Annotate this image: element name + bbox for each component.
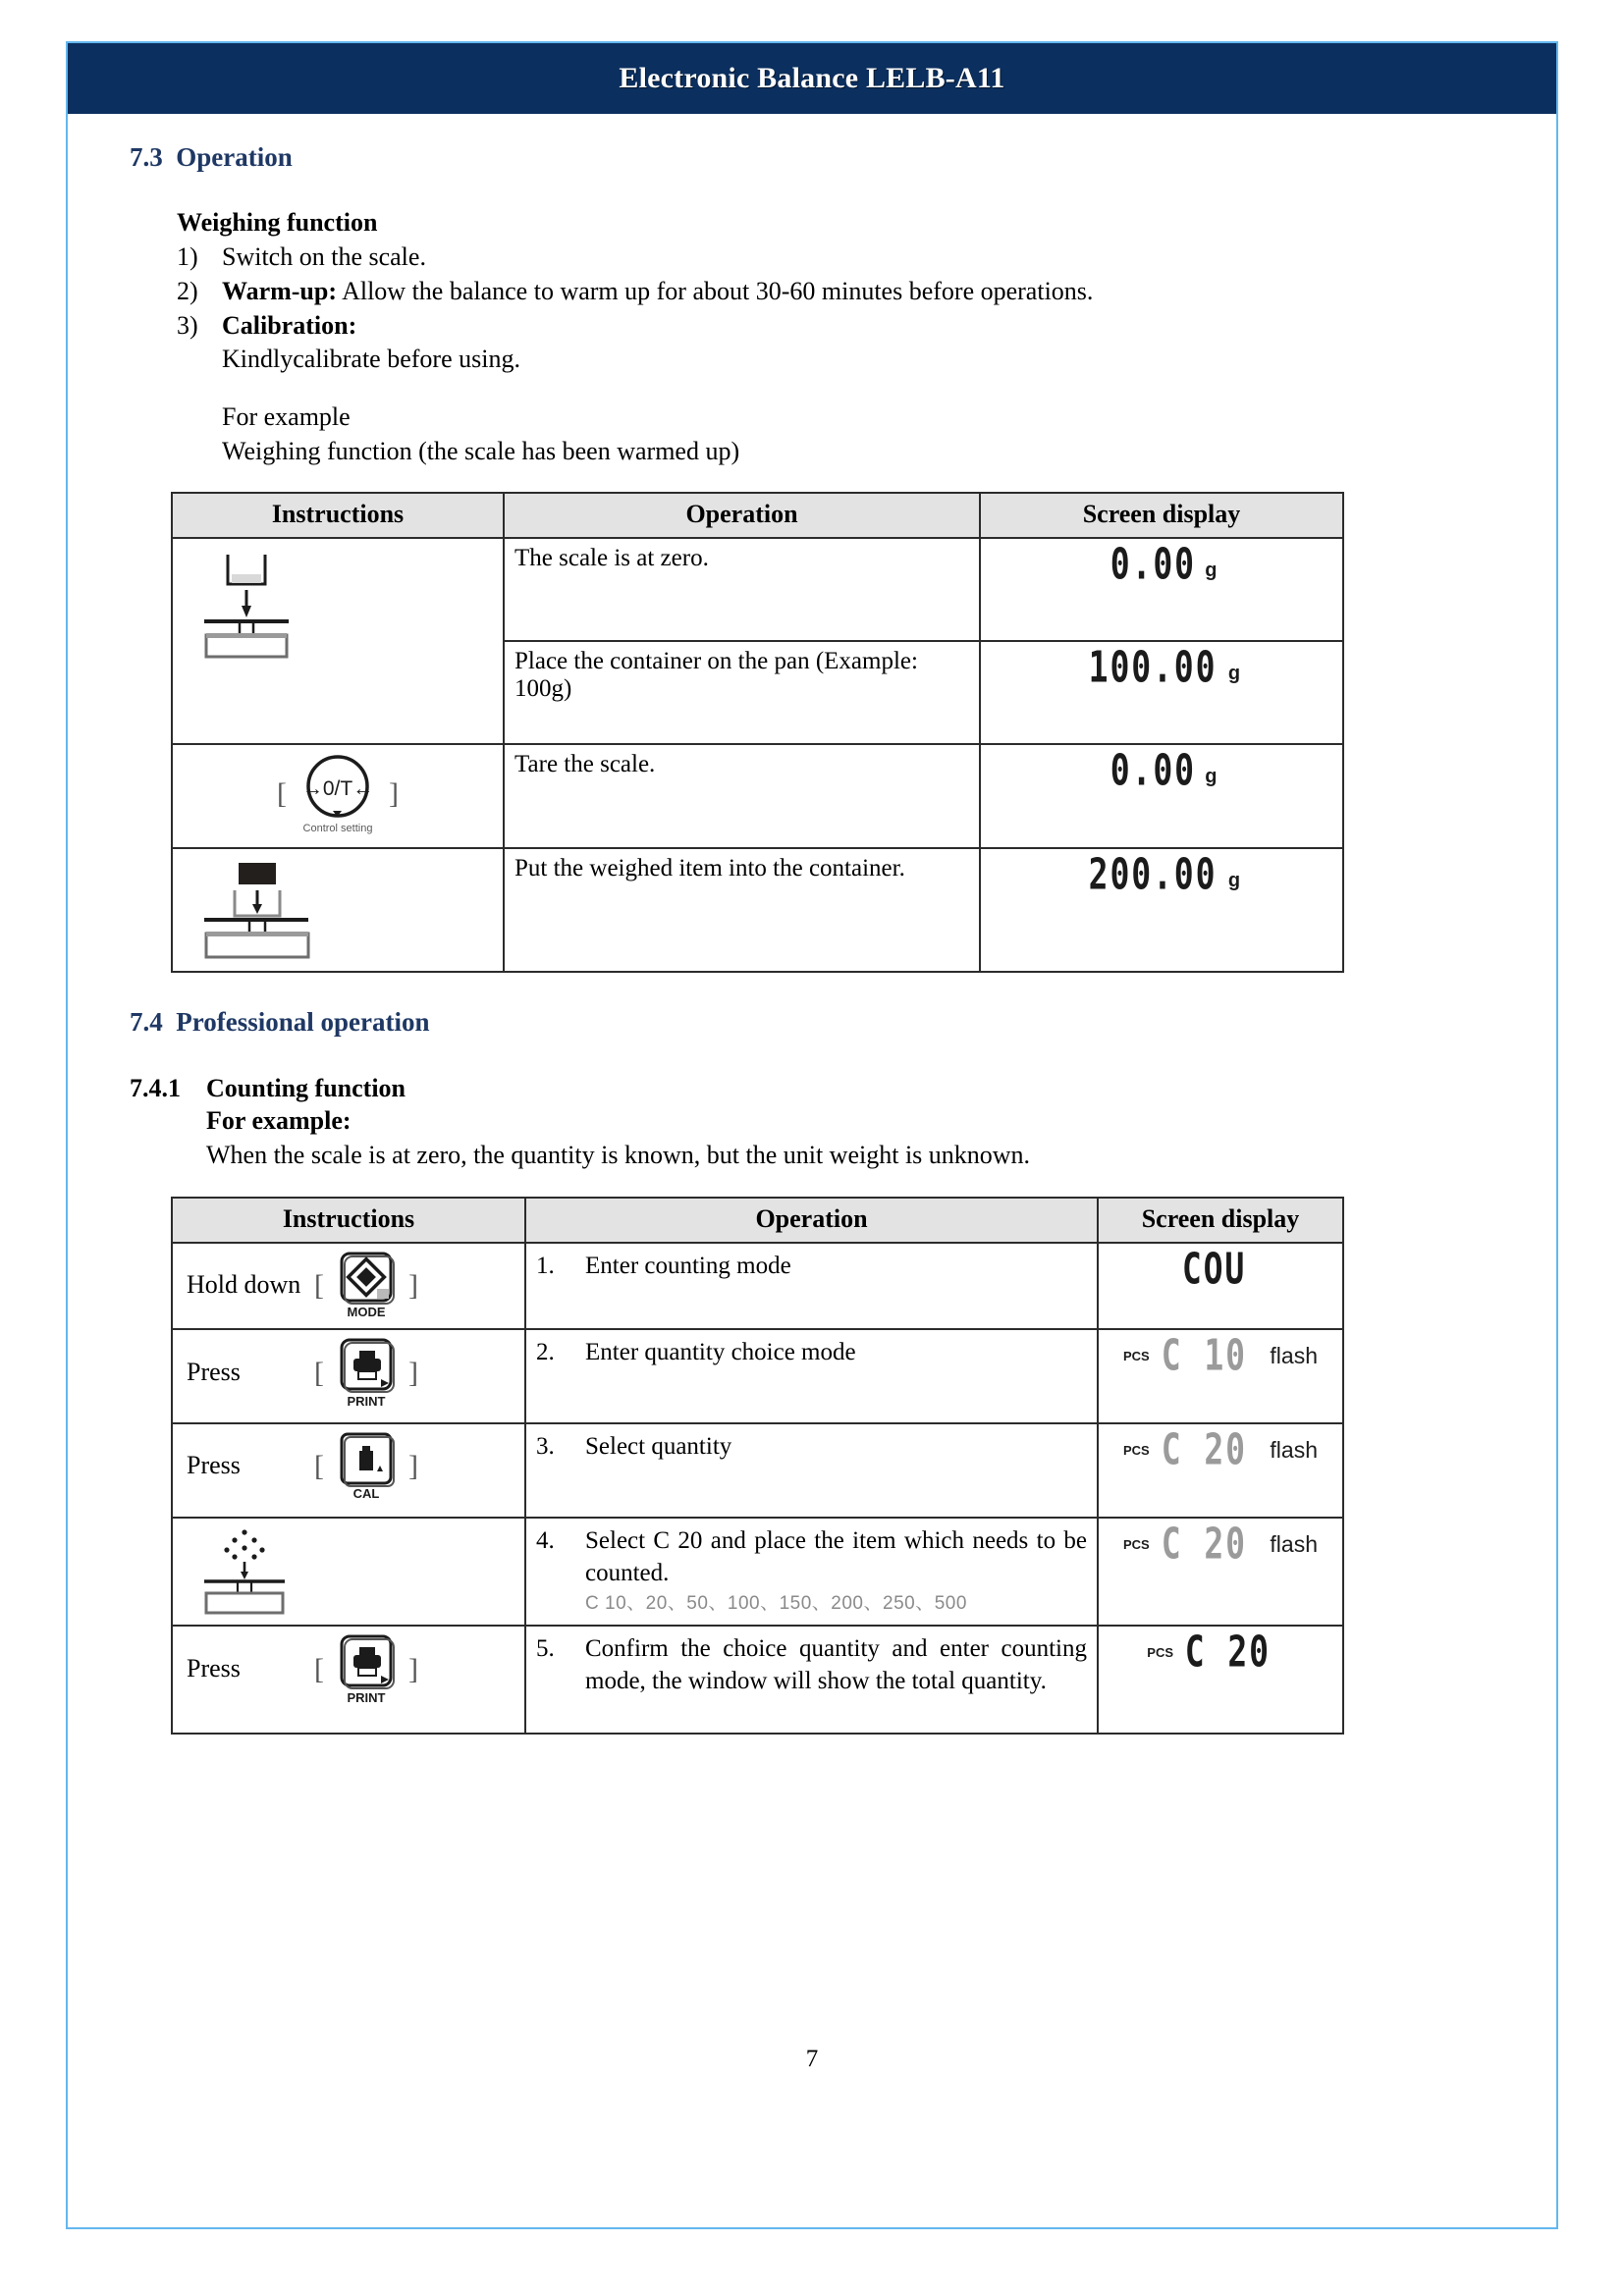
screen-display-cell	[1098, 1243, 1343, 1329]
counting-procedure-table	[171, 1197, 1344, 1735]
step-number: 5.	[536, 1634, 555, 1662]
heading-7-4-number: 7.4	[130, 1007, 163, 1038]
lcd-unit: g	[1227, 663, 1241, 685]
screen-display-cell	[980, 641, 1343, 744]
operation-cell	[525, 1518, 1098, 1626]
column-header-instructions: Instructions	[172, 1198, 525, 1243]
lcd-digits: C 20	[1161, 1425, 1247, 1475]
column-header-screen-display: Screen display	[1098, 1198, 1343, 1243]
lcd-digits: C 20	[1161, 1520, 1247, 1570]
screen-display-cell	[1098, 1329, 1343, 1423]
lcd-digits: 100.00	[1088, 643, 1218, 693]
column-header-operation: Operation	[504, 493, 980, 538]
step-text: Select quantity	[585, 1432, 732, 1460]
weighing-step-3	[177, 309, 1494, 344]
lcd-display	[1122, 1331, 1319, 1381]
instruction-cell-tare-button	[172, 744, 504, 848]
lcd-unit: g	[1205, 766, 1218, 788]
bracket-open: [	[314, 1356, 324, 1389]
screen-display-cell	[980, 744, 1343, 848]
table-row	[172, 1329, 1343, 1423]
operation-cell: Put the weighed item into the container.	[504, 848, 980, 972]
table-header-row	[172, 1198, 1343, 1243]
heading-7-3-number: 7.3	[130, 142, 163, 172]
instruction-cell-print-2	[172, 1626, 525, 1734]
lcd-pcs-indicator: PCS	[1122, 1442, 1150, 1458]
lcd-display	[1083, 643, 1241, 693]
lcd-display	[1107, 540, 1218, 590]
step-number: 3.	[536, 1432, 555, 1460]
step-text: Confirm the choice quantity and enter counting mode, the window will show the total quantity.	[585, 1634, 1087, 1694]
svg-text:PRINT: PRINT	[347, 1393, 386, 1409]
instruction-cell-cal	[172, 1423, 525, 1518]
example-description: Weighing function (the scale has been warmed up)	[222, 436, 740, 465]
lcd-flash-label: flash	[1270, 1436, 1319, 1463]
zero-tare-button-icon[interactable]	[293, 751, 383, 837]
page-number: 7	[805, 2046, 819, 2072]
svg-text:→0/T←: →0/T←	[301, 777, 374, 801]
column-header-instructions: Instructions	[172, 493, 504, 538]
screen-display-cell	[1098, 1518, 1343, 1626]
document-title: Electronic Balance LELB-A11	[619, 62, 1005, 94]
instruction-cell-pieces-on-pan	[172, 1518, 525, 1626]
lcd-display	[1122, 1425, 1319, 1475]
table-row	[172, 848, 1343, 972]
screen-display-cell	[980, 538, 1343, 641]
counting-for-example-label: For example:	[206, 1106, 352, 1136]
instruction-label: Press	[187, 1358, 241, 1387]
bracket-close: ]	[408, 1449, 418, 1482]
lcd-display	[1147, 1628, 1293, 1678]
mode-button-icon[interactable]	[334, 1250, 399, 1322]
screen-display-cell	[1098, 1423, 1343, 1518]
step-bold-lead: Calibration:	[222, 310, 357, 340]
cal-button-icon[interactable]	[334, 1430, 399, 1503]
instruction-cell-mode	[172, 1243, 525, 1329]
svg-text:Control setting: Control setting	[302, 823, 373, 835]
lcd-digits: 200.00	[1088, 850, 1218, 900]
lcd-flash-label: flash	[1270, 1530, 1319, 1557]
weighing-step-2	[177, 275, 1494, 309]
bracket-close: ]	[408, 1268, 418, 1302]
lcd-display	[1171, 1245, 1269, 1295]
bracket-open: [	[314, 1268, 324, 1302]
table-row	[172, 1423, 1343, 1518]
quantity-options-note: C 10、20、50、100、150、200、250、500	[585, 1593, 967, 1615]
table-header-row	[172, 493, 1343, 538]
heading-7-3	[130, 141, 1494, 173]
lcd-pcs-indicator: PCS	[1122, 1348, 1150, 1363]
step-number: 1)	[177, 241, 198, 271]
heading-7-4-1	[130, 1072, 1494, 1105]
step-number: 2.	[536, 1338, 555, 1365]
svg-text:CAL: CAL	[352, 1485, 380, 1501]
svg-text:PRINT: PRINT	[347, 1689, 386, 1705]
bracket-close: ]	[408, 1356, 418, 1389]
weighing-step-1	[177, 240, 1494, 275]
print-button-icon[interactable]	[334, 1336, 399, 1411]
lcd-display	[1083, 850, 1241, 900]
table-row	[172, 538, 1343, 641]
step-text: Allow the balance to warm up for about 30-60 minutes before operations.	[342, 276, 1094, 305]
lcd-digits: C 10	[1161, 1331, 1247, 1381]
bracket-open: [	[314, 1449, 324, 1482]
lcd-pcs-indicator: PCS	[1122, 1536, 1150, 1552]
page-frame	[66, 41, 1558, 2229]
heading-7-4-1-title: Counting function	[206, 1073, 406, 1102]
operation-cell	[525, 1329, 1098, 1423]
document-header	[68, 43, 1556, 114]
lcd-digits: C 20	[1184, 1628, 1271, 1678]
heading-7-4-1-number: 7.4.1	[130, 1073, 181, 1102]
operation-cell: Place the container on the pan (Example: 100g)	[504, 641, 980, 744]
screen-display-cell	[980, 848, 1343, 972]
step-text: Switch on the scale.	[222, 241, 426, 271]
bracket-close: ]	[408, 1652, 418, 1685]
instruction-cell-print-1	[172, 1329, 525, 1423]
heading-7-4-title: Professional operation	[176, 1007, 430, 1038]
table-row	[172, 1243, 1343, 1329]
counting-intro-text: When the scale is at zero, the quantity is known, but the unit weight is unknown.	[206, 1140, 1031, 1169]
instruction-label: Press	[187, 1451, 241, 1480]
step-text: Select C 20 and place the item which needs to be counted.	[585, 1526, 1087, 1586]
lcd-display	[1107, 746, 1218, 796]
lcd-display	[1122, 1520, 1319, 1570]
operation-cell	[525, 1423, 1098, 1518]
step-number: 4.	[536, 1526, 555, 1554]
weighing-procedure-table	[171, 492, 1344, 973]
lcd-digits: 0.00	[1110, 746, 1196, 796]
lcd-unit: g	[1227, 870, 1241, 892]
item-into-container-icon	[183, 855, 493, 965]
page-content	[130, 141, 1494, 1735]
lcd-unit: g	[1205, 560, 1218, 582]
operation-cell	[525, 1243, 1098, 1329]
lcd-digits: 0.00	[1110, 540, 1196, 590]
weighing-steps-list	[177, 240, 1494, 343]
step-number: 2)	[177, 276, 198, 305]
step-bold-lead: Warm-up:	[222, 276, 337, 305]
table-row	[172, 1626, 1343, 1734]
step-number: 3)	[177, 310, 198, 340]
weighing-function-block	[177, 206, 1494, 468]
for-example-label: For example	[222, 402, 351, 432]
bracket-close: ]	[389, 777, 399, 811]
lcd-digits: COU	[1182, 1245, 1247, 1295]
print-button-icon[interactable]	[334, 1632, 399, 1707]
heading-7-4	[130, 1006, 1494, 1038]
column-header-operation: Operation	[525, 1198, 1098, 1243]
instruction-label: Hold down	[187, 1270, 301, 1300]
instruction-cell-item-into-container	[172, 848, 504, 972]
lcd-pcs-indicator: PCS	[1147, 1644, 1174, 1660]
bracket-open: [	[277, 777, 287, 811]
container-onto-pan-icon	[183, 545, 493, 663]
table-row	[172, 744, 1343, 848]
calibration-note: Kindlycalibrate before using.	[222, 345, 520, 374]
pieces-onto-pan-icon	[183, 1524, 514, 1619]
lcd-flash-label: flash	[1270, 1342, 1319, 1368]
operation-cell: Tare the scale.	[504, 744, 980, 848]
operation-cell: The scale is at zero.	[504, 538, 980, 641]
svg-text:MODE: MODE	[347, 1304, 386, 1319]
table-row	[172, 1518, 1343, 1626]
weighing-function-subhead: Weighing function	[177, 208, 378, 238]
bracket-open: [	[314, 1652, 324, 1685]
heading-7-3-title: Operation	[176, 142, 293, 172]
instruction-cell-container-on-pan	[172, 538, 504, 744]
screen-display-cell	[1098, 1626, 1343, 1734]
column-header-screen-display: Screen display	[980, 493, 1343, 538]
operation-cell	[525, 1626, 1098, 1734]
step-text: Enter quantity choice mode	[585, 1338, 856, 1365]
step-text: Enter counting mode	[585, 1252, 791, 1279]
step-number: 1.	[536, 1252, 555, 1279]
instruction-label: Press	[187, 1654, 241, 1683]
